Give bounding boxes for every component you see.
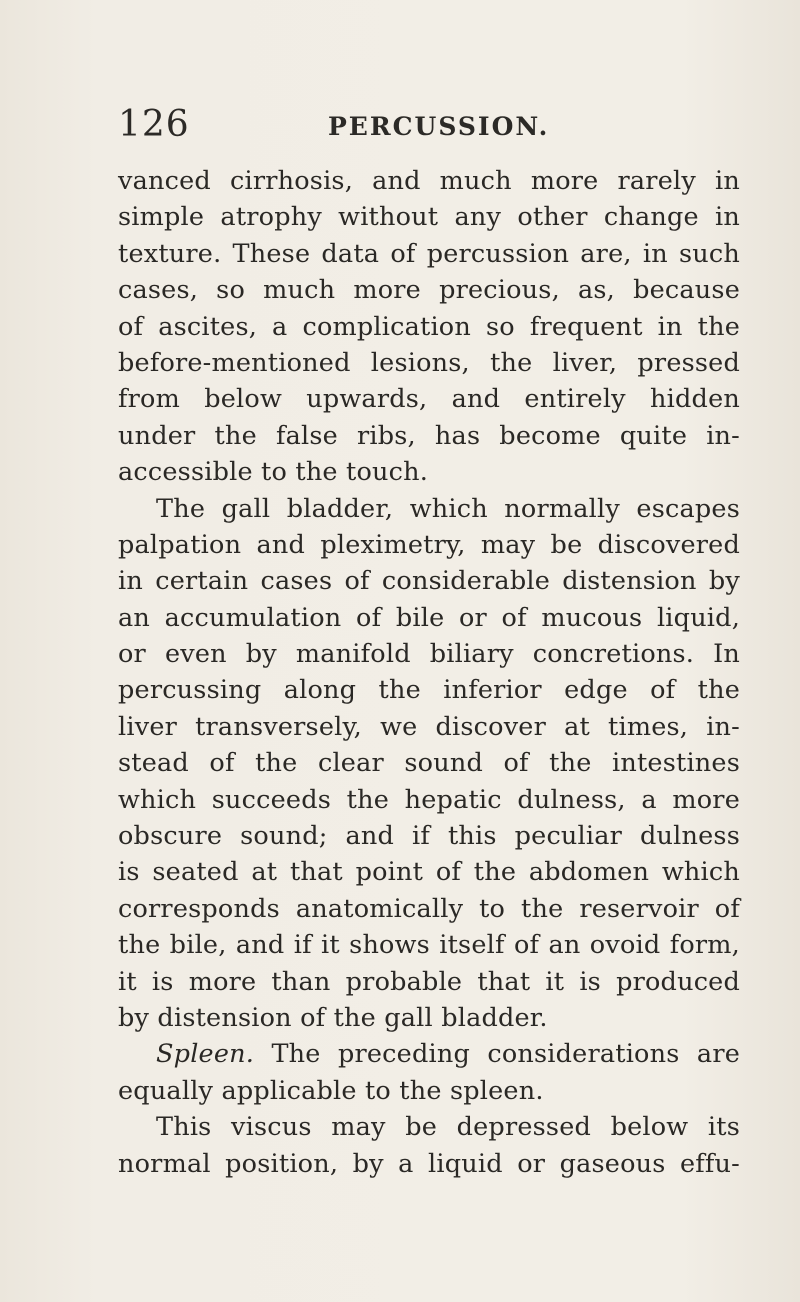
- text-line: the bile, and if it shows itself of an ovoid form,: [118, 930, 740, 961]
- text-line: texture. These data of percussion are, in such: [118, 238, 740, 269]
- text-line: stead of the clear sound of the intestines: [118, 748, 740, 779]
- spleen-heading: Spleen.: [156, 1039, 255, 1070]
- text-line: of ascites, a complication so frequent in the: [118, 311, 740, 342]
- text-line: which succeeds the hepatic dulness, a more: [118, 784, 740, 815]
- page-number: 126: [118, 104, 190, 145]
- text-line: liver transversely, we discover at times, in-: [118, 711, 740, 742]
- text-line: corresponds anatomically to the reservoir of: [118, 893, 740, 924]
- text-line: obscure sound; and if this peculiar dulness: [118, 821, 740, 852]
- text-line: [118, 1036, 740, 1072]
- text-line: percussing along the inferior edge of the: [118, 675, 740, 706]
- body-text: [118, 163, 740, 1182]
- text-line: is seated at that point of the abdomen which: [118, 857, 740, 888]
- text-line: The gall bladder, which normally escapes: [156, 493, 740, 524]
- text-line: simple atrophy without any other change in: [118, 202, 740, 233]
- text-line: This viscus may be depressed below its: [156, 1112, 740, 1143]
- text-line: under the false ribs, has become quite in-: [118, 420, 740, 451]
- text-line: before-mentioned lesions, the liver, pressed: [118, 347, 740, 378]
- text-line: vanced cirrhosis, and much more rarely in: [118, 166, 740, 196]
- text-line: an accumulation of bile or of mucous liquid,: [118, 602, 740, 633]
- text-line: equally applicable to the spleen.: [118, 1075, 544, 1106]
- text-line: cases, so much more precious, as, because: [118, 275, 740, 306]
- text-line: palpation and pleximetry, may be discovered: [118, 529, 740, 560]
- page-header: [118, 103, 740, 153]
- text-line-fragment: The preceding considerations are: [271, 1039, 740, 1070]
- running-head: PERCUSSION.: [328, 112, 550, 141]
- text-line: it is more than probable that it is produced: [118, 966, 740, 997]
- text-line: accessible to the touch.: [118, 457, 429, 488]
- text-line: by distension of the gall bladder.: [118, 1002, 548, 1033]
- text-line: normal position, by a liquid or gaseous effu-: [118, 1148, 740, 1179]
- text-line: in certain cases of considerable distension by: [118, 566, 740, 597]
- text-line: or even by manifold biliary concretions. In: [118, 639, 740, 670]
- text-line: from below upwards, and entirely hidden: [118, 384, 740, 415]
